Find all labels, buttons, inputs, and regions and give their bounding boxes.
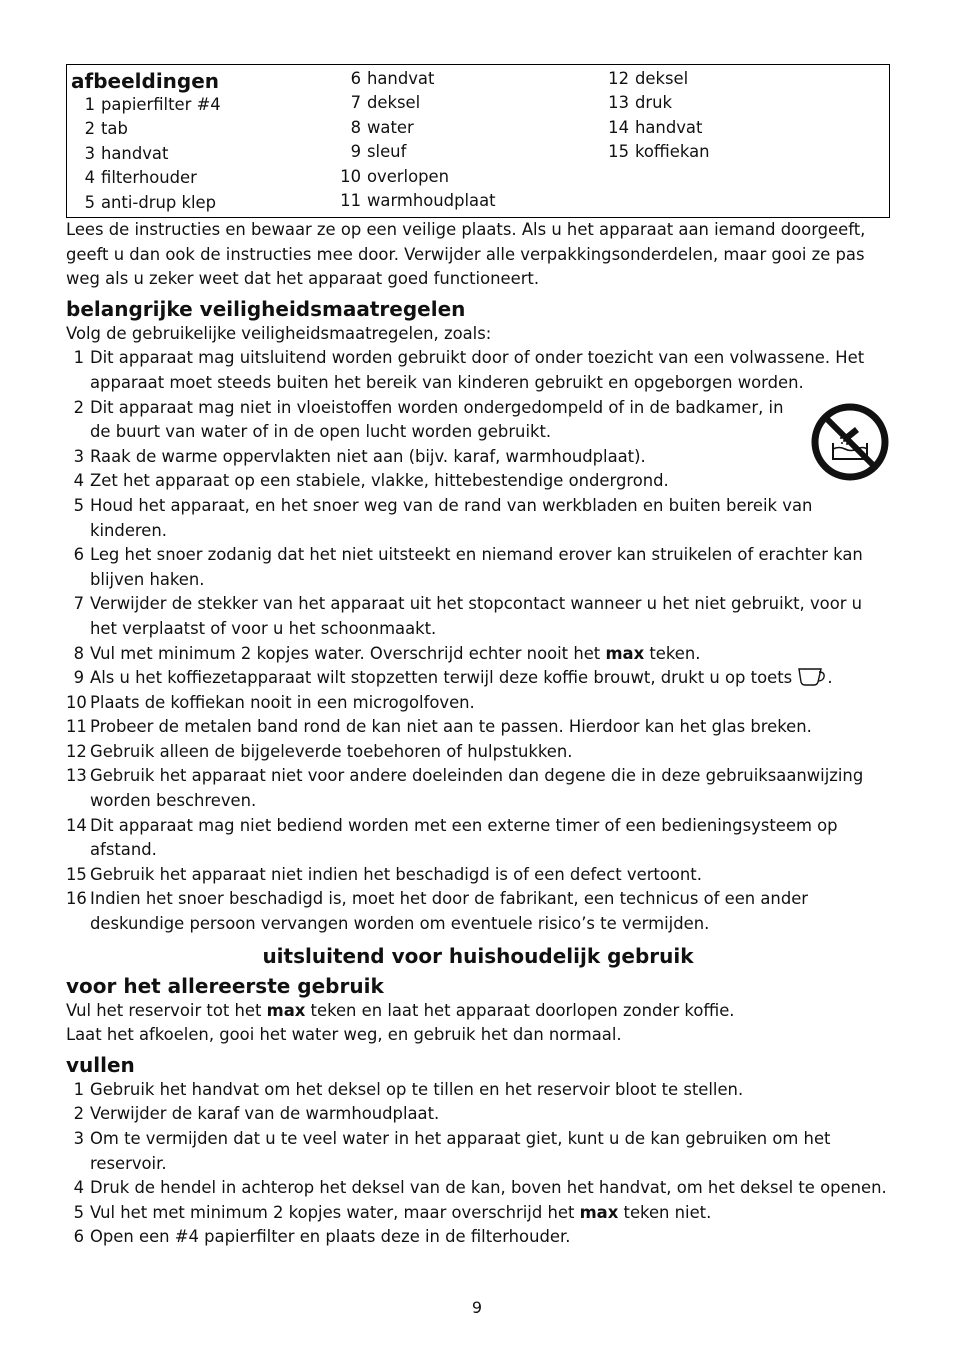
item-number: 13 — [66, 766, 87, 786]
safety-heading: belangrijke veiligheidsmaatregelen — [66, 296, 466, 321]
figure-label: warmhoudplaat — [367, 191, 496, 211]
item-number: 5 — [73, 495, 84, 515]
figure-label: anti-drup klep — [101, 192, 217, 212]
figure-label: druk — [635, 93, 673, 113]
list-item — [66, 494, 890, 543]
figure-number: 7 — [350, 93, 361, 113]
figures-column-2 — [331, 67, 601, 213]
item-number: 8 — [73, 643, 84, 663]
figure-label: tab — [101, 119, 128, 139]
figure-number: 10 — [340, 166, 361, 186]
figure-label: sleuf — [367, 142, 407, 162]
figure-label: deksel — [635, 69, 689, 88]
figure-label: overlopen — [367, 166, 450, 186]
list-item — [66, 715, 890, 740]
figure-number: 2 — [84, 119, 95, 139]
list-item — [66, 1102, 890, 1127]
item-number: 10 — [66, 692, 87, 712]
list-item — [66, 740, 890, 765]
item-number: 6 — [73, 545, 84, 565]
item-text — [90, 642, 890, 667]
page-number: 9 — [471, 1298, 483, 1317]
item-text: Dit apparaat mag uitsluitend worden gebruikt door of onder toezicht van een volwassene. Het apparaat moet steeds buiten het bereik van kinderen gebruikt en opgeborgen worden. — [90, 348, 865, 392]
figure-number: 8 — [350, 117, 361, 137]
list-item — [66, 346, 890, 395]
figure-number: 6 — [350, 69, 361, 88]
item-text — [90, 1201, 890, 1226]
figure-number: 1 — [84, 95, 95, 114]
item-number: 9 — [73, 668, 84, 688]
first-use-heading: voor het allereerste gebruik — [66, 973, 384, 998]
intro-paragraph: Lees de instructies en bewaar ze op een veilige plaats. Als u het apparaat aan iemand doorgeeft, geeft u dan ook de instructies mee door. Verwijder alle verpakkingsonderdelen, maar gooi ze pas weg als u zeker weet dat het apparaat goed functioneert. — [66, 220, 866, 289]
item-text: Druk de hendel in achterop het deksel van de kan, boven het handvat, om het deksel te openen. — [90, 1178, 887, 1198]
list-item — [66, 887, 890, 936]
item-number: 3 — [73, 1129, 84, 1148]
figure-label: water — [367, 117, 414, 137]
figure-label: handvat — [635, 117, 703, 137]
item-number: 12 — [66, 741, 87, 761]
figures-title: afbeeldingen — [71, 69, 220, 93]
list-item — [66, 445, 890, 470]
item-text: Open een #4 papierfilter en plaats deze in de filterhouder. — [90, 1227, 571, 1247]
first-use-line-2: Laat het afkoelen, gooi het water weg, en gebruik het dan normaal. — [66, 1025, 622, 1045]
list-item — [66, 691, 890, 716]
list-item — [66, 1176, 890, 1201]
figure-number: 3 — [84, 143, 95, 163]
figure-number: 5 — [84, 192, 95, 212]
item-number: 6 — [73, 1227, 84, 1247]
item-text: Zet het apparaat op een stabiele, vlakke, hittebestendige ondergrond. — [90, 471, 669, 491]
figure-number: 11 — [340, 191, 361, 211]
item-text-post: teken niet. — [618, 1202, 712, 1222]
figure-label: deksel — [367, 93, 421, 113]
figure-number: 4 — [84, 168, 95, 188]
item-number: 16 — [66, 889, 87, 909]
household-note: uitsluitend voor huishoudelijk gebruik — [262, 943, 694, 968]
figure-label: handvat — [367, 69, 435, 88]
item-text: Om te vermijden dat u te veel water in het apparaat giet, kunt u de kan gebruiken om het reservoir. — [90, 1129, 831, 1173]
list-item — [66, 642, 890, 667]
item-number: 4 — [73, 471, 84, 491]
figure-label: handvat — [101, 143, 169, 163]
list-item — [66, 1078, 890, 1103]
figures-box — [66, 64, 890, 218]
item-text: Houd het apparaat, en het snoer weg van de rand van werkbladen en buiten bereik van kinderen. — [90, 495, 813, 540]
figure-number: 15 — [608, 142, 629, 162]
item-number: 14 — [66, 815, 87, 835]
figure-item — [605, 67, 875, 91]
filling-heading: vullen — [66, 1052, 135, 1077]
figures-column-1 — [71, 67, 331, 215]
figure-item — [605, 140, 875, 164]
item-text: Gebruik alleen de bijgeleverde toebehoren of hulpstukken. — [90, 741, 573, 761]
list-item — [66, 863, 890, 888]
item-text: Plaats de koffiekan nooit in een microgolfoven. — [90, 692, 475, 712]
figure-number: 13 — [608, 93, 629, 113]
list-item — [66, 764, 890, 813]
list-item — [66, 1127, 890, 1176]
item-text: Raak de warme oppervlakten niet aan (bijv. karaf, warmhoudplaat). — [90, 446, 646, 466]
item-text-pre: Als u het koffiezetapparaat wilt stopzetten terwijl deze koffie brouwt, drukt u op toets — [90, 668, 798, 688]
first-use-pre: Vul het reservoir tot het — [66, 1000, 267, 1020]
figure-item — [71, 142, 331, 166]
item-number: 2 — [73, 397, 84, 417]
safety-list — [66, 346, 890, 936]
max-mark: max — [605, 643, 645, 663]
item-text-post: teken. — [644, 643, 701, 663]
figure-number: 14 — [608, 117, 629, 137]
page-content — [66, 64, 890, 1250]
figure-item — [605, 116, 875, 140]
item-text: Verwijder de stekker van het apparaat uit het stopcontact wanneer u het niet gebruikt, voor u het verplaatst of voor u het schoonmaakt. — [90, 594, 863, 638]
item-text: Gebruik het handvat om het deksel op te tillen en het reservoir bloot te stellen. — [90, 1079, 744, 1099]
list-item — [66, 814, 890, 863]
item-text: Gebruik het apparaat niet voor andere doeleinden dan degene die in deze gebruiksaanwijzing worden beschreven. — [90, 766, 864, 811]
no-immersion-icon — [811, 403, 889, 481]
filling-list — [66, 1078, 890, 1250]
item-text: Verwijder de karaf van de warmhoudplaat. — [90, 1104, 440, 1124]
figure-item — [331, 67, 601, 91]
figure-item — [331, 140, 601, 164]
figure-item — [605, 91, 875, 115]
first-use-line-1 — [66, 999, 890, 1024]
item-text-pre: Vul het met minimum 2 kopjes water, maar overschrijd het — [90, 1202, 580, 1222]
figure-number: 12 — [608, 69, 629, 88]
item-number: 3 — [73, 446, 84, 466]
list-item — [66, 1201, 890, 1226]
list-item — [66, 396, 890, 445]
max-mark: max — [579, 1202, 619, 1222]
figure-item — [331, 165, 601, 189]
item-number: 7 — [73, 594, 84, 614]
item-number: 1 — [73, 1079, 84, 1099]
list-item — [66, 666, 890, 691]
figure-item — [71, 93, 331, 117]
item-text — [90, 666, 890, 691]
figure-label: filterhouder — [101, 168, 197, 188]
item-text: Probeer de metalen band rond de kan niet aan te passen. Hierdoor kan het glas breken. — [90, 717, 812, 737]
item-number: 1 — [73, 348, 84, 368]
figure-item — [71, 191, 331, 215]
item-text: Dit apparaat mag niet in vloeistoffen worden ondergedompeld of in de badkamer, in de buurt van water of in de open lucht worden gebruikt. — [90, 397, 784, 442]
max-mark: max — [266, 1000, 306, 1020]
coffee-cup-button-icon — [797, 667, 827, 687]
list-item — [66, 469, 890, 494]
item-number: 4 — [73, 1178, 84, 1198]
item-number: 5 — [73, 1202, 84, 1222]
item-number: 15 — [66, 864, 87, 884]
figure-item — [331, 189, 601, 213]
figure-label: papierfilter #4 — [101, 95, 221, 114]
item-text: Indien het snoer beschadigd is, moet het door de fabrikant, een technicus of een ander deskundige persoon vervangen worden om eventuele risico’s te vermijden. — [90, 889, 809, 934]
item-number: 2 — [73, 1104, 84, 1124]
figure-number: 9 — [350, 142, 361, 162]
list-item — [66, 1225, 890, 1250]
first-use-post: teken en laat het apparaat doorlopen zonder koffie. — [305, 1000, 735, 1020]
figure-label: koffiekan — [635, 142, 710, 162]
figure-item — [71, 117, 331, 141]
figure-item — [331, 116, 601, 140]
list-item — [66, 543, 890, 592]
figure-item — [71, 166, 331, 190]
figures-column-3 — [605, 67, 875, 165]
item-text-pre: Vul met minimum 2 kopjes water. Overschrijd echter nooit het — [90, 643, 606, 663]
item-number: 11 — [66, 717, 87, 737]
list-item — [66, 592, 890, 641]
item-text: Leg het snoer zodanig dat het niet uitsteekt en niemand erover kan struikelen of erachter kan blijven haken. — [90, 545, 863, 589]
item-text-post: . — [827, 668, 833, 688]
item-text: Gebruik het apparaat niet indien het beschadigd is of een defect vertoont. — [90, 864, 702, 884]
figure-item — [331, 91, 601, 115]
item-text: Dit apparaat mag niet bediend worden met een externe timer of een bedieningsysteem op afstand. — [90, 815, 838, 860]
safety-lead: Volg de gebruikelijke veiligheidsmaatregelen, zoals: — [66, 323, 492, 343]
